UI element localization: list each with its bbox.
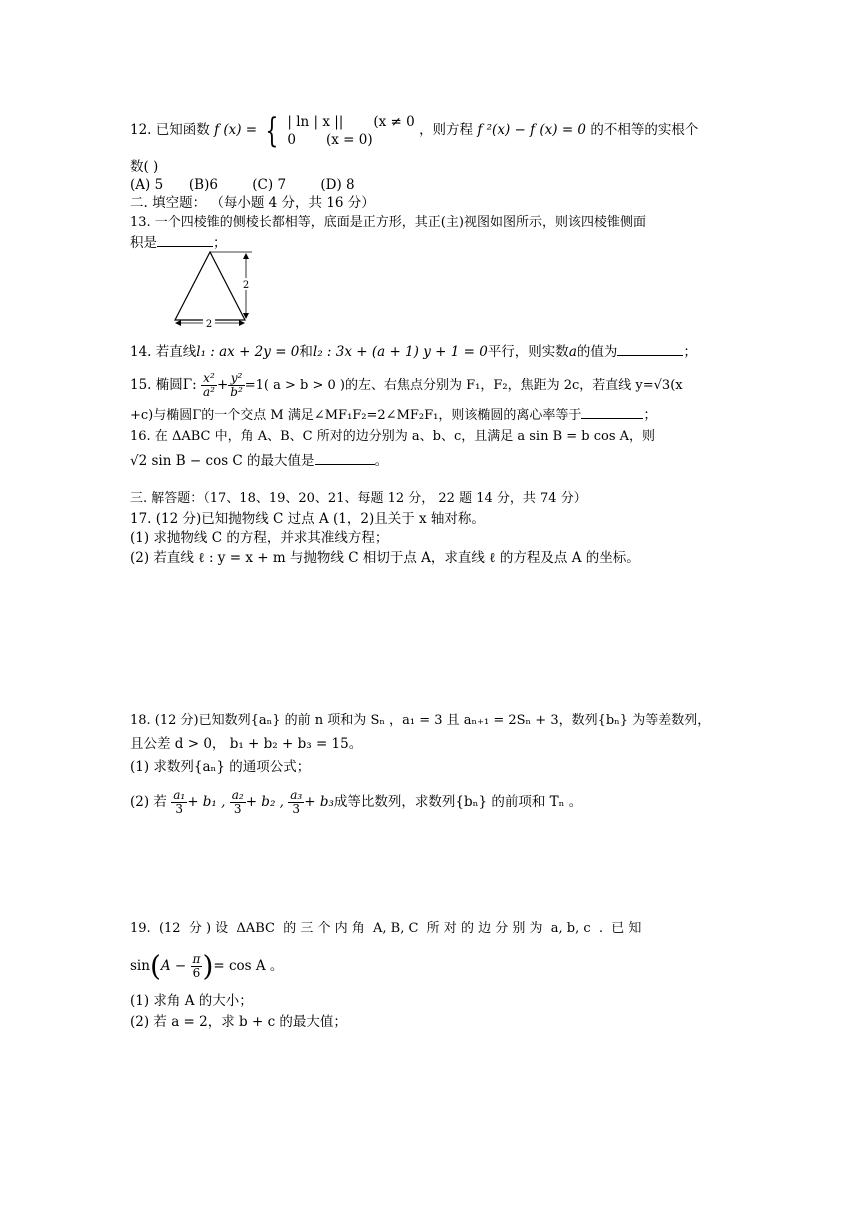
q18-line3: (1) 求数列{aₙ} 的通项公式； (130, 759, 311, 775)
q12-fx: f (x) = (214, 122, 258, 138)
q12-case2-expr: 0 (287, 131, 296, 148)
q18-a1: a₁ (173, 788, 186, 802)
section3-heading: 三. 解答题：（17、18、19、20、21、每题 12 分， 22 题 14 分，共 74 分） (130, 491, 587, 506)
q14-l2: l₂ : 3x + (a + 1) y + 1 = 0 (312, 344, 488, 360)
q13-line2-end: ； (213, 235, 227, 251)
q17-line2: (1) 求抛物线 C 的方程，并求其准线方程； (130, 530, 389, 546)
q19-line3: (1) 求角 A 的大小； (130, 993, 253, 1009)
q13-triangle (175, 252, 245, 320)
q13-line1: 13. 一个四棱锥的侧棱长都相等，底面是正方形，其正(主)视图如图所示，则该四棱锥侧面 (130, 215, 646, 230)
q19-A: A − (160, 958, 187, 974)
q18-b1: + b₁ , (187, 794, 226, 810)
q12-case2-cond: (x = 0) (326, 131, 373, 148)
q16-end: 。 (374, 453, 389, 469)
q12-brace: { (265, 110, 279, 151)
q15-plus: + (216, 377, 229, 393)
q13-arrowhead-right (239, 320, 245, 326)
q18-line4-post: 成等比数列，求数列{bₙ} 的前项和 Tₙ 。 (333, 794, 583, 810)
q14-mid: 和 (299, 344, 313, 360)
q16-line1: 16. 在 ΔABC 中，角 A、B、C 所对的边分别为 a、b、c，且满足 a sin B = b cos A，则 (130, 429, 656, 444)
q17-line1: 17. (12 分)已知抛物线 C 过点 A (1，2)且关于 x 轴对称。 (130, 511, 485, 527)
q13-line2-text: 积是 (130, 235, 157, 251)
q14-post: 平行，则实数 (487, 344, 569, 360)
q15-pre: 15. 椭圆Γ: (130, 377, 197, 393)
q18-den2: 3 (233, 802, 242, 816)
q13-base-label: 2 (205, 319, 213, 330)
q19-rparen: ) (202, 949, 214, 983)
q12-cases (287, 113, 414, 149)
q12-line2: 数( ) (130, 159, 159, 175)
q15-a2: a² (202, 385, 215, 399)
q19-lparen: ( (149, 949, 161, 983)
q13-height-label: 2 (242, 280, 250, 291)
q15-line1 (130, 368, 730, 402)
q18-frac-a1 (171, 789, 187, 816)
section2-heading: 二. 填空题： （每小题 4 分，共 16 分） (130, 195, 375, 211)
q16-line2-text: √2 sin B − cos C 的最大值是 (130, 453, 315, 469)
q15-b2: b² (230, 385, 243, 399)
q18-line4-pre: (2) 若 (130, 794, 167, 810)
q12-case1-cond: (x ≠ 0 (373, 113, 415, 130)
q15-line2 (130, 406, 730, 425)
q18-line4 (130, 782, 730, 822)
q18-a3: a₃ (290, 788, 303, 802)
q14-pre: 14. 若直线 (130, 344, 197, 360)
q14-blank (617, 343, 683, 356)
q12-options: (A) 5 (B)6 (C) 7 (D) 8 (130, 177, 355, 193)
q12-case1-expr: | ln | x || (287, 113, 344, 130)
q18-a2: a₂ (231, 788, 244, 802)
q18-b2: + b₂ , (245, 794, 284, 810)
q13-arrowhead-left (175, 320, 181, 326)
q14-a: a (568, 344, 577, 360)
q12-eq: f ²(x) − f (x) = 0 (477, 122, 587, 138)
q12-post2: 的不相等的实根个 (590, 122, 699, 138)
q15-eq: =1( a > b > 0 )的左、右焦点分别为 F₁，F₂，焦距为 2c，若直线 y=√3(x (244, 378, 683, 393)
q14-end: ； (683, 344, 697, 360)
q15-end: ； (643, 407, 657, 423)
q14-post2: 的值为 (576, 344, 618, 360)
q19-line1: 19. (12 分 ) 设 ΔABC 的 三 个 内 角 A, B, C 所 对 的 边 分 别 为 a, b, c . 已 知 (130, 921, 642, 936)
q15-frac-x (201, 372, 217, 399)
q12-line1 (130, 108, 730, 152)
q17-line3: (2) 若直线 ℓ : y = x + m 与抛物线 C 相切于点 A，求直线 ℓ 的方程及点 A 的坐标。 (130, 550, 640, 566)
q18-frac-a3 (288, 789, 304, 816)
q13-arrowhead-up (243, 253, 249, 259)
q14-line (130, 343, 730, 361)
q12-pre: 已知函数 (155, 122, 210, 138)
q15-x2: x² (201, 372, 217, 386)
q12-number: 12. (130, 122, 152, 138)
q18-line2: 且公差 d > 0， b₁ + b₂ + b₃ = 15。 (130, 736, 363, 752)
q19-line2 (130, 946, 730, 986)
q15-y2: y² (228, 372, 245, 386)
q16-blank (315, 452, 375, 465)
q15-line2-text: +c)与椭圆Γ的一个交点 M 满足∠MF₁F₂=2∠MF₂F₁，则该椭圆的离心率等于 (130, 408, 582, 423)
q19-rhs: = cos A 。 (213, 958, 284, 974)
q18-b3: + b₃ (304, 794, 334, 810)
q18-line1: 18. (12 分)已知数列{aₙ} 的前 n 项和为 Sₙ ，a₁ = 3 且 aₙ₊₁ = 2Sₙ + 3，数列{bₙ} 为等差数列， (130, 713, 711, 728)
q14-l1: l₁ : ax + 2y = 0 (196, 344, 300, 360)
q16-line2 (130, 452, 730, 470)
q12-post: ，则方程 (419, 122, 474, 138)
q19-frac-pi (191, 953, 203, 980)
q15-frac-y (228, 372, 245, 399)
q18-frac-a2 (230, 789, 246, 816)
q13-blank (157, 234, 213, 247)
q19-six: 6 (192, 966, 201, 980)
q13-figure (170, 248, 280, 330)
q15-blank (581, 406, 643, 419)
q19-sin: sin (130, 958, 150, 974)
q19-pi: π (192, 952, 201, 966)
q18-den3: 3 (292, 802, 301, 816)
q18-den1: 3 (175, 802, 184, 816)
q19-line4: (2) 若 a = 2，求 b + c 的最大值； (130, 1014, 347, 1030)
